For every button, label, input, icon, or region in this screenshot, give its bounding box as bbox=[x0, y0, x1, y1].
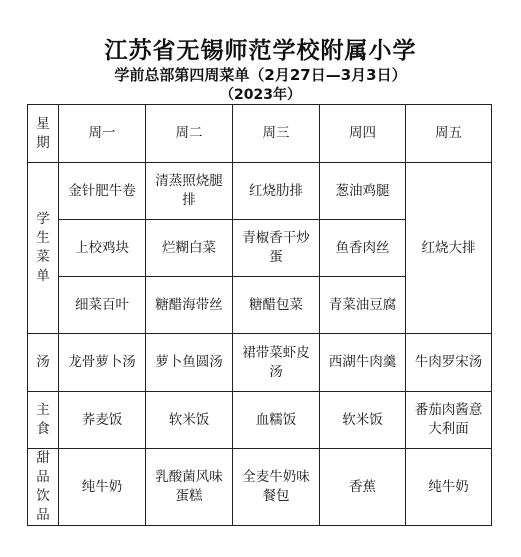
dish-cell: 上校鸡块 bbox=[59, 220, 146, 277]
dessert-row bbox=[28, 449, 492, 526]
day-header-tuesday: 周二 bbox=[146, 105, 233, 163]
soup-cell: 牛肉罗宋汤 bbox=[406, 334, 492, 392]
dish-cell: 金针肥牛卷 bbox=[59, 163, 146, 220]
menu-year: （2023年） bbox=[220, 87, 301, 103]
staple-cell: 番茄肉酱意大利面 bbox=[406, 392, 492, 449]
staple-row bbox=[28, 392, 492, 449]
dish-cell: 烂糊白菜 bbox=[146, 220, 233, 277]
dish-cell: 细菜百叶 bbox=[59, 277, 146, 334]
staple-cell: 荞麦饭 bbox=[59, 392, 146, 449]
staple-cell: 软米饭 bbox=[320, 392, 406, 449]
header-row bbox=[28, 105, 492, 163]
soup-label: 汤 bbox=[28, 334, 59, 392]
weekly-menu-table bbox=[27, 104, 492, 526]
day-header-wednesday: 周三 bbox=[233, 105, 320, 163]
dessert-cell: 纯牛奶 bbox=[406, 449, 492, 526]
dish-cell: 青椒香干炒蛋 bbox=[233, 220, 320, 277]
dish-cell: 红烧肋排 bbox=[233, 163, 320, 220]
student-meal-label: 学 生 菜 单 bbox=[28, 163, 59, 334]
weekday-corner-label: 星 期 bbox=[28, 105, 59, 163]
school-title: 江苏省无锡师范学校附属小学 bbox=[104, 37, 417, 64]
dish-cell: 鱼香肉丝 bbox=[320, 220, 406, 277]
dish-cell: 葱油鸡腿 bbox=[320, 163, 406, 220]
dessert-cell: 全麦牛奶味餐包 bbox=[233, 449, 320, 526]
staple-cell: 软米饭 bbox=[146, 392, 233, 449]
dish-cell: 糖醋包菜 bbox=[233, 277, 320, 334]
staple-label: 主 食 bbox=[28, 392, 59, 449]
day-header-monday: 周一 bbox=[59, 105, 146, 163]
day-header-friday: 周五 bbox=[406, 105, 492, 163]
dessert-cell: 纯牛奶 bbox=[59, 449, 146, 526]
soup-cell: 萝卜鱼圆汤 bbox=[146, 334, 233, 392]
menu-subtitle: 学前总部第四周菜单（2月27日—3月3日） bbox=[114, 66, 407, 84]
soup-row bbox=[28, 334, 492, 392]
dessert-cell: 香蕉 bbox=[320, 449, 406, 526]
day-header-thursday: 周四 bbox=[320, 105, 406, 163]
soup-cell: 裙带菜虾皮汤 bbox=[233, 334, 320, 392]
dessert-cell: 乳酸菌风味蛋糕 bbox=[146, 449, 233, 526]
soup-cell: 龙骨萝卜汤 bbox=[59, 334, 146, 392]
dish-cell: 青菜油豆腐 bbox=[320, 277, 406, 334]
student-meal-row bbox=[28, 163, 492, 220]
staple-cell: 血糯饭 bbox=[233, 392, 320, 449]
friday-main-dish: 红烧大排 bbox=[406, 163, 492, 334]
soup-cell: 西湖牛肉羹 bbox=[320, 334, 406, 392]
dessert-label: 甜 品 饮 品 bbox=[28, 449, 59, 526]
dish-cell: 糖醋海带丝 bbox=[146, 277, 233, 334]
dish-cell: 清蒸照烧腿排 bbox=[146, 163, 233, 220]
